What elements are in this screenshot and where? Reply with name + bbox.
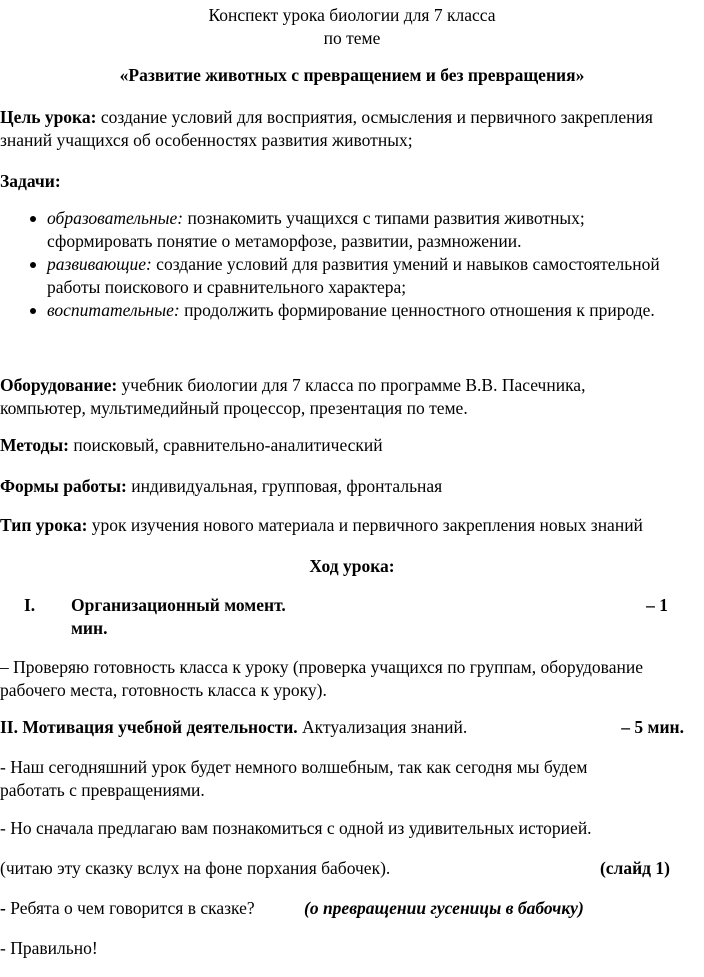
- task-3-type: воспитательные:: [47, 300, 180, 320]
- bullet-icon: [30, 216, 36, 222]
- paragraph-3: (читаю эту сказку вслух на фоне порхания бабочек).: [0, 858, 391, 878]
- stage-2-title: II. Мотивация учебной деятельности.: [0, 717, 298, 737]
- stage-2-subtitle: Актуализация знаний.: [302, 717, 468, 737]
- task-1-text-2: сформировать понятие о метаморфозе, развитии, размножении.: [47, 231, 522, 251]
- task-1-text-1: познакомить учащихся с типами развития животных;: [187, 208, 585, 228]
- lesson-type-text: урок изучения нового материала и первичного закрепления новых знаний: [91, 515, 643, 535]
- methods-line: [0, 434, 383, 457]
- methods-text: поисковый, сравнительно-аналитический: [73, 435, 383, 455]
- paragraph-1-line-2: работать с превращениями.: [0, 780, 205, 800]
- expected-answer: (о превращении гусеницы в бабочку): [304, 898, 584, 918]
- question-dash: -: [0, 898, 6, 918]
- stage-1-title: Организационный момент.: [71, 595, 286, 615]
- task-2-text-1: создание условий для развития умений и навыков самостоятельной: [156, 254, 660, 274]
- paragraph-2: - Но сначала предлагаю вам познакомиться с одной из удивительных историей.: [0, 818, 592, 838]
- task-1-type: образовательные:: [47, 208, 184, 228]
- stage-1-desc-1: – Проверяю готовность класса к уроку (проверка учащихся по группам, оборудование: [0, 657, 643, 677]
- goal-text-2: знаний учащихся об особенностях развития животных;: [0, 130, 413, 150]
- equipment-line-1: [0, 374, 585, 397]
- forms-line: [0, 475, 442, 498]
- stage-1-time-unit: мин.: [71, 618, 108, 638]
- task-2-text-2: работы поискового и сравнительного характера;: [47, 277, 407, 297]
- forms-text: индивидуальная, групповая, фронтальная: [131, 476, 443, 496]
- task-2-line-1: [47, 253, 660, 276]
- header-line-2: по теме: [323, 28, 381, 48]
- goal-line-1: [0, 106, 653, 129]
- bullet-icon: [30, 308, 36, 314]
- goal-label: Цель урока:: [0, 107, 97, 127]
- stage-1-time: – 1: [646, 595, 668, 615]
- stage-1-number: I.: [24, 595, 36, 615]
- lesson-topic-title: «Развитие животных с превращением и без превращения»: [119, 65, 585, 85]
- bullet-icon: [30, 262, 36, 268]
- stage-2-time: – 5 мин.: [621, 717, 684, 737]
- paragraph-5: - Правильно!: [0, 938, 98, 958]
- equipment-text-1: учебник биологии для 7 класса по программе В.В. Пасечника,: [121, 375, 586, 395]
- tasks-label: Задачи:: [0, 171, 61, 191]
- stage-1-desc-2: рабочего места, готовность класса к уроку).: [0, 680, 327, 700]
- paragraph-4: [0, 897, 255, 920]
- equipment-text-2: компьютер, мультимедийный процессор, презентация по теме.: [0, 398, 468, 418]
- lesson-type-label: Тип урока:: [0, 515, 88, 535]
- task-3-text-1: продолжить формирование ценностного отношения к природе.: [184, 300, 655, 320]
- methods-label: Методы:: [0, 435, 70, 455]
- question-text: Ребята о чем говорится в сказке?: [5, 898, 255, 918]
- stage-2-line: [0, 716, 467, 739]
- lesson-type-line: [0, 514, 643, 537]
- forms-label: Формы работы:: [0, 476, 127, 496]
- task-1-line-1: [47, 207, 585, 230]
- slide-reference: (слайд 1): [599, 858, 670, 878]
- header-line-1: Конспект урока биологии для 7 класса: [208, 5, 496, 25]
- task-3-line-1: [47, 299, 655, 322]
- task-2-type: развивающие:: [47, 254, 152, 274]
- goal-text-1: создание условий для восприятия, осмысления и первичного закрепления: [100, 107, 653, 127]
- equipment-label: Оборудование:: [0, 375, 118, 395]
- course-title: Ход урока:: [309, 556, 395, 576]
- paragraph-1-line-1: - Наш сегодняшний урок будет немного волшебным, так как сегодня мы будем: [0, 757, 588, 777]
